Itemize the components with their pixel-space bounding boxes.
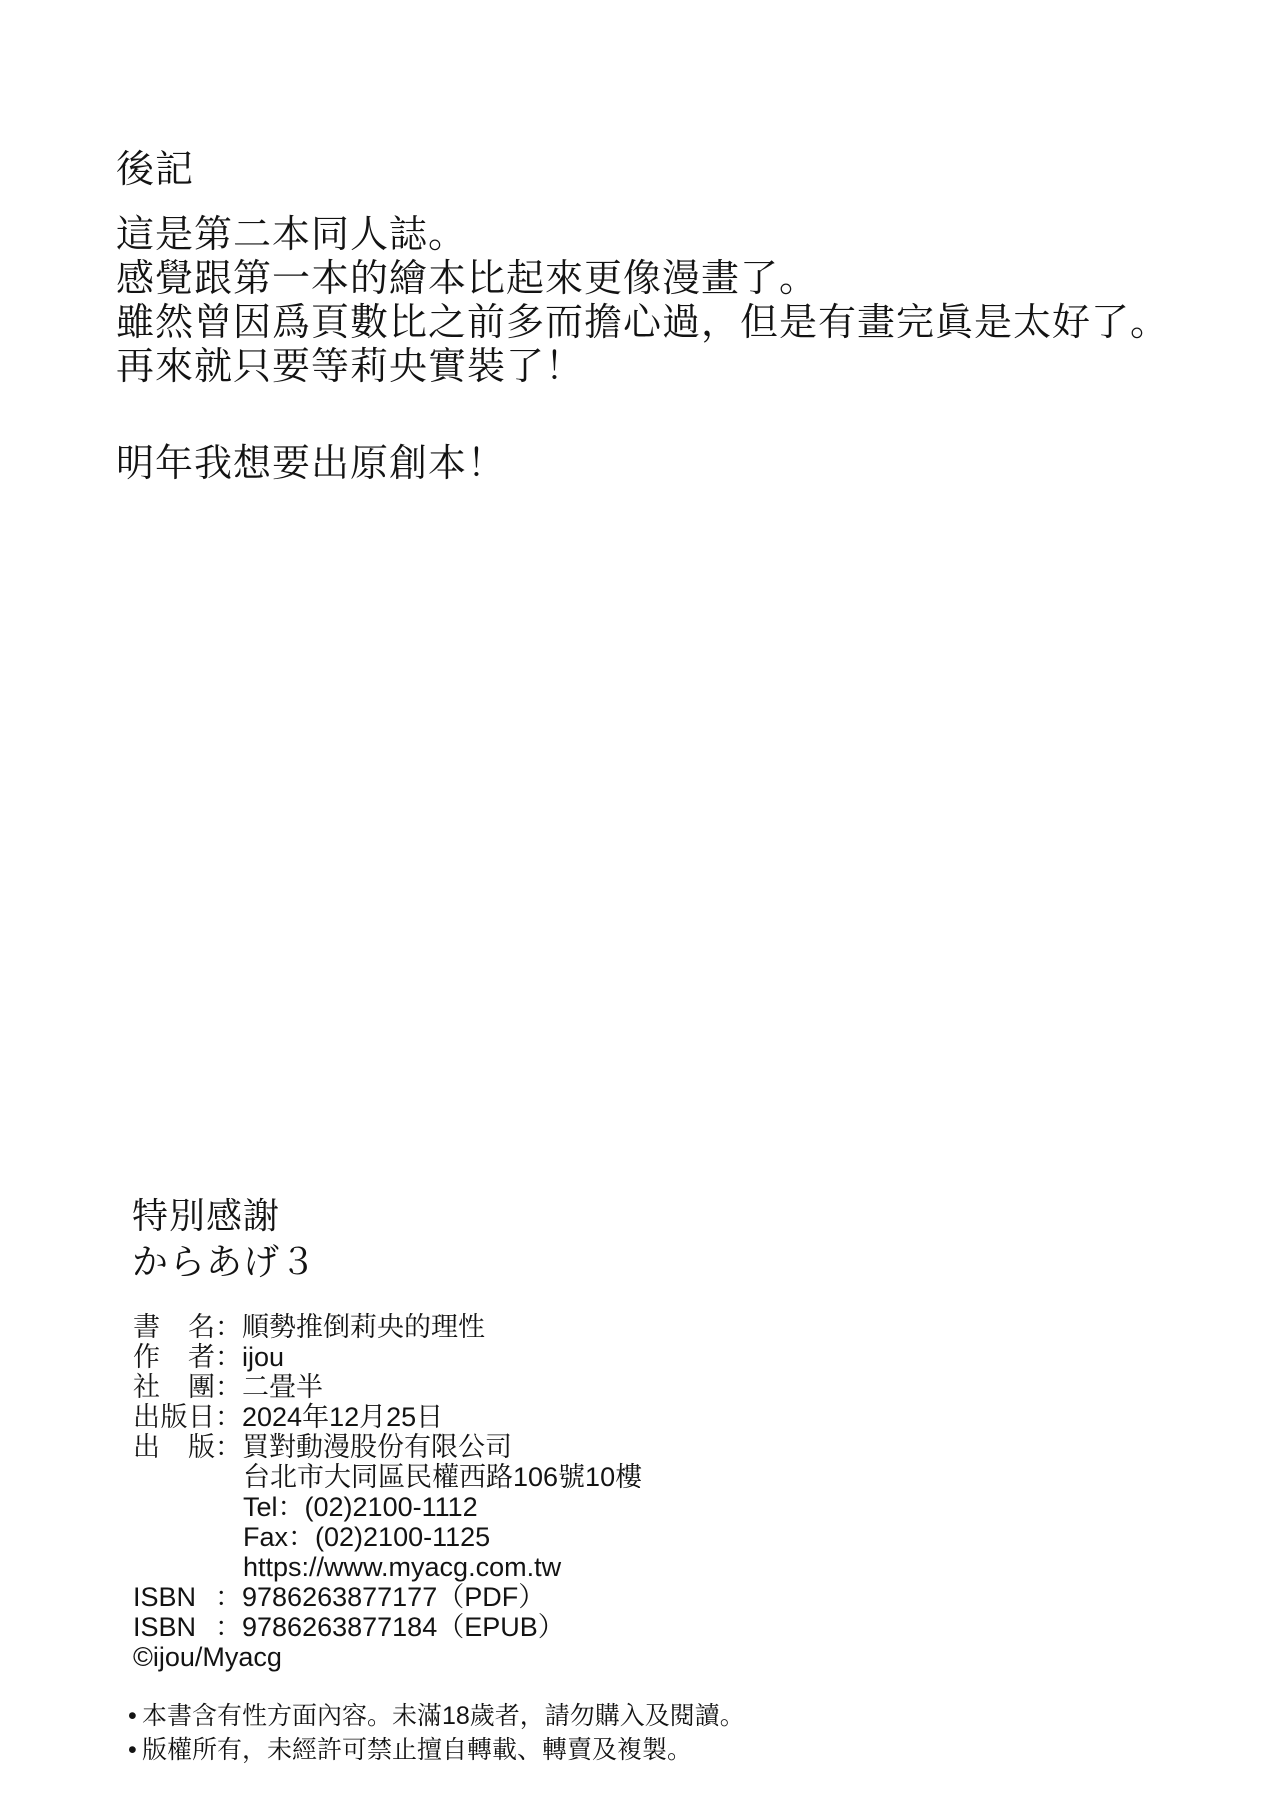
book-title-value: 順勢推倒莉央的理性 <box>242 1312 485 1342</box>
separator: ： <box>215 1372 242 1402</box>
book-title-label: 書名 <box>133 1312 215 1342</box>
special-thanks-section <box>132 1193 317 1285</box>
circle-value: 二畳半 <box>242 1372 323 1402</box>
separator: ： <box>215 1612 242 1642</box>
separator: ： <box>215 1402 242 1432</box>
colophon-row-isbn-epub <box>133 1612 642 1642</box>
colophon-row-copyright <box>133 1642 642 1672</box>
fax-label: Fax <box>243 1522 289 1552</box>
separator: ： <box>215 1312 242 1342</box>
colophon-row-publisher-address <box>133 1462 642 1492</box>
special-thanks-heading: 特別感謝 <box>132 1195 281 1236</box>
special-thanks-name: からあげ３ <box>132 1241 318 1282</box>
colophon-row-publish-date <box>133 1402 642 1432</box>
colophon-row-tel <box>133 1492 642 1522</box>
colophon-section <box>133 1312 642 1672</box>
warnings-section <box>128 1699 745 1767</box>
publish-date-value: 2024年12月25日 <box>242 1402 444 1432</box>
colophon-row-fax <box>133 1522 642 1552</box>
colophon-row-book-title <box>133 1312 642 1342</box>
isbn-pdf-label: ISBN <box>133 1582 197 1612</box>
separator: ： <box>215 1342 242 1372</box>
circle-label: 社團 <box>133 1372 215 1402</box>
separator: ： <box>215 1582 242 1612</box>
publisher-value: 買對動漫股份有限公司 <box>242 1432 512 1462</box>
separator: ： <box>288 1522 316 1552</box>
tel-value: (02)2100-1112 <box>304 1492 478 1522</box>
colophon-row-publisher <box>133 1432 642 1462</box>
colophon-row-author <box>133 1342 642 1372</box>
copyright-notice: ©ijou/Myacg <box>133 1642 282 1672</box>
bullet-icon: • <box>128 1736 137 1764</box>
afterword-line-1: 這是第二本同人誌。 <box>116 214 468 256</box>
warning-item-1 <box>128 1699 745 1733</box>
afterword-line-4: 再來就只要等莉央實裝了！ <box>116 346 585 388</box>
fax-value: (02)2100-1125 <box>315 1522 491 1552</box>
author-label: 作者 <box>133 1342 215 1372</box>
colophon-row-isbn-pdf <box>133 1582 642 1612</box>
separator: ： <box>215 1432 242 1462</box>
afterword-closing-line: 明年我想要出原創本！ <box>116 443 507 485</box>
publisher-address: 台北市大同區民權西路106號10樓 <box>243 1462 643 1492</box>
afterword-line-2: 感覺跟第一本的繪本比起來更像漫畫了。 <box>116 258 819 300</box>
bullet-icon: • <box>128 1702 137 1730</box>
author-value: ijou <box>242 1342 285 1372</box>
afterword-heading: 後記 <box>116 149 195 191</box>
separator: ： <box>277 1492 305 1522</box>
website-url: https://www.myacg.com.tw <box>243 1552 562 1582</box>
isbn-epub-label: ISBN <box>133 1612 197 1642</box>
colophon-row-website <box>133 1552 642 1582</box>
publisher-label: 出版 <box>133 1432 215 1462</box>
publish-date-label: 出版日 <box>133 1402 215 1432</box>
colophon-row-circle <box>133 1372 642 1402</box>
warning-text-1: 本書含有性方面內容。未滿18歲者，請勿購入及閱讀。 <box>142 1702 745 1730</box>
tel-label: Tel <box>243 1492 278 1522</box>
isbn-pdf-value: 9786263877177（PDF） <box>242 1582 546 1612</box>
afterword-line-3: 雖然曾因爲頁數比之前多而擔心過，但是有畫完眞是太好了。 <box>116 302 1170 344</box>
warning-text-2: 版權所有，未經許可禁止擅自轉載、轉賣及複製。 <box>142 1736 693 1764</box>
afterword-section <box>116 148 1169 486</box>
warning-item-2 <box>128 1733 745 1767</box>
isbn-epub-value: 9786263877184（EPUB） <box>242 1612 565 1642</box>
